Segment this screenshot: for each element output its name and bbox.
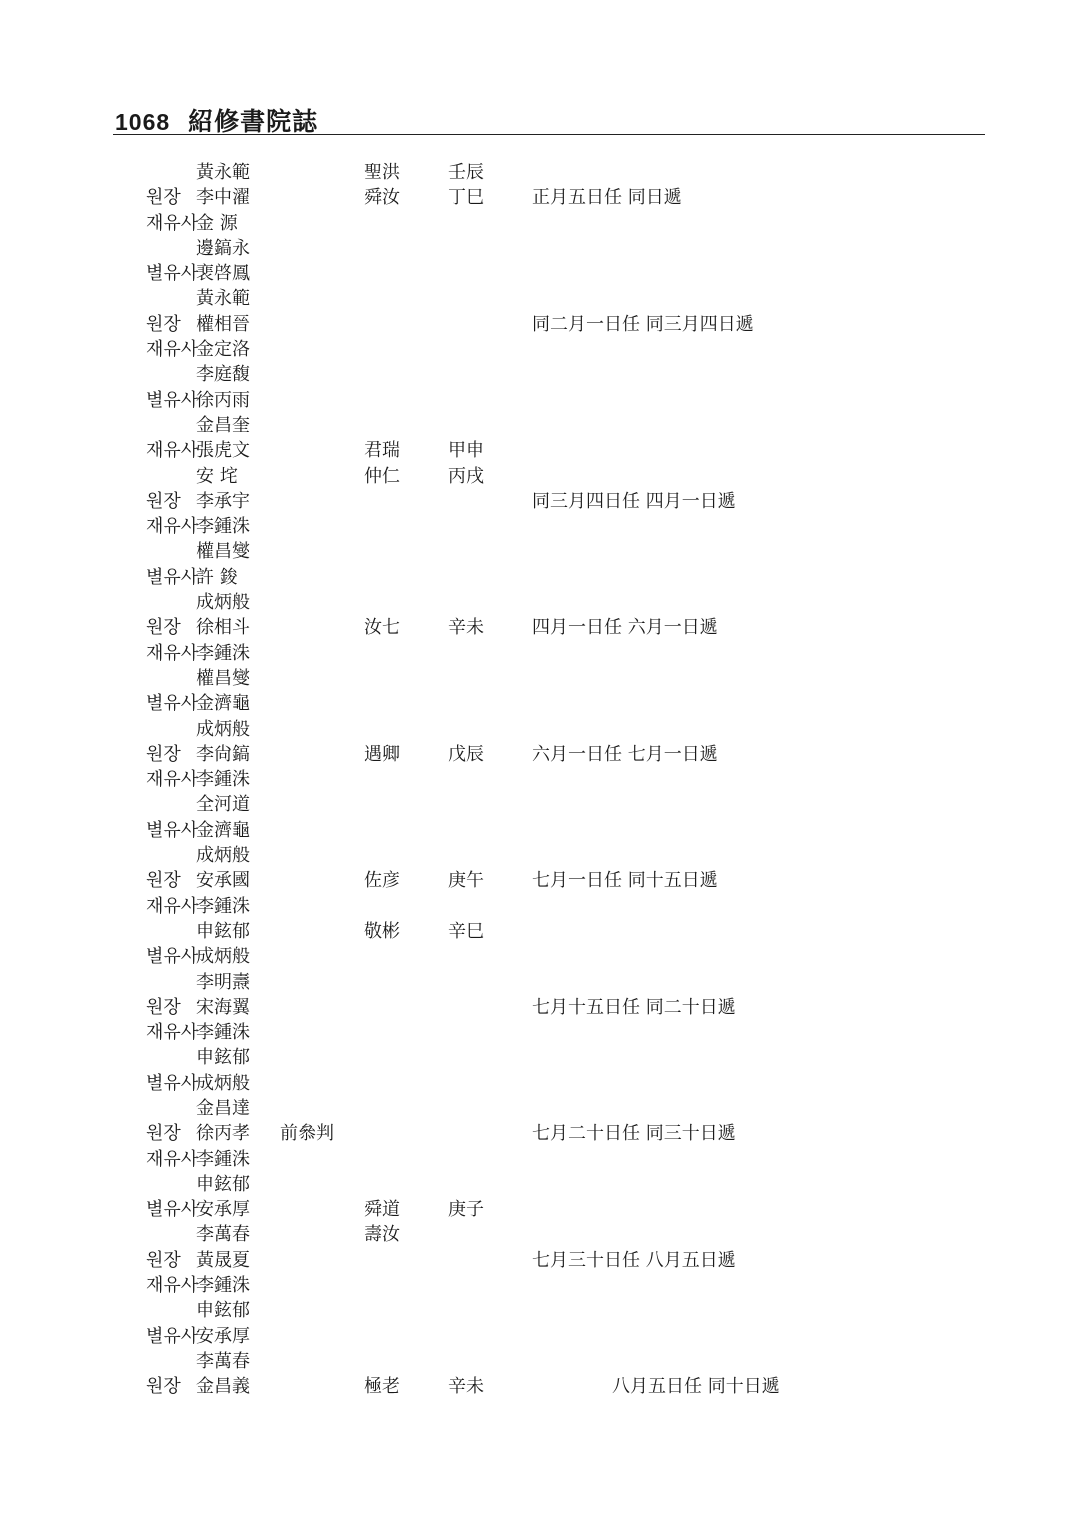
list-row — [0, 1298, 1075, 1323]
list-row — [0, 1349, 1075, 1374]
list-row — [0, 236, 1075, 261]
list-row — [0, 717, 1075, 742]
list-row — [0, 388, 1075, 413]
list-row — [0, 261, 1075, 286]
list-row — [0, 970, 1075, 995]
role-label: 원장 — [146, 870, 181, 892]
list-row — [0, 211, 1075, 236]
list-row — [0, 413, 1075, 438]
list-row — [0, 666, 1075, 691]
role-label: 재유사 — [146, 339, 199, 361]
list-row — [0, 1324, 1075, 1349]
birth-year: 庚午 — [448, 870, 484, 892]
person-name: 金 源 — [196, 212, 238, 234]
term-dates: 七月一日任 同十五日遞 — [532, 870, 718, 892]
birth-year: 甲申 — [448, 440, 484, 462]
person-name: 邊鎬永 — [196, 237, 250, 259]
list-row — [0, 1197, 1075, 1222]
person-name: 成炳般 — [196, 718, 250, 740]
courtesy-name: 聖洪 — [364, 162, 400, 183]
person-name: 安承國 — [196, 870, 250, 892]
person-name: 宋海翼 — [196, 996, 250, 1018]
officer-list — [0, 160, 1075, 1400]
birth-year: 壬辰 — [448, 162, 484, 183]
list-row — [0, 944, 1075, 969]
list-row — [0, 489, 1075, 514]
list-row — [0, 615, 1075, 640]
list-row — [0, 919, 1075, 944]
courtesy-name: 佐彦 — [364, 870, 400, 892]
role-label: 별유사 — [146, 819, 199, 841]
courtesy-name: 壽汝 — [364, 1224, 400, 1246]
list-row — [0, 286, 1075, 311]
role-label: 원장 — [146, 490, 181, 512]
list-row — [0, 1121, 1075, 1146]
person-name: 全河道 — [196, 794, 250, 816]
person-name: 李鍾洙 — [196, 1275, 250, 1297]
list-row — [0, 691, 1075, 716]
person-name: 成炳般 — [196, 845, 250, 867]
birth-year: 丁巳 — [448, 187, 484, 209]
list-row — [0, 894, 1075, 919]
list-row — [0, 818, 1075, 843]
role-label: 원장 — [146, 313, 181, 335]
list-row — [0, 185, 1075, 210]
term-dates: 七月二十日任 同三十日遞 — [532, 1123, 736, 1145]
role-label: 원장 — [146, 743, 181, 765]
term-dates: 正月五日任 同日遞 — [532, 187, 682, 209]
role-label: 재유사 — [146, 1275, 199, 1297]
person-name: 李承宇 — [196, 490, 250, 512]
role-label: 원장 — [146, 1123, 181, 1145]
courtesy-name: 敬彬 — [364, 920, 400, 942]
person-name: 徐丙雨 — [196, 389, 250, 411]
list-row — [0, 1374, 1075, 1399]
person-name: 許 鋑 — [196, 566, 238, 588]
role-label: 원장 — [146, 187, 181, 209]
list-row — [0, 312, 1075, 337]
person-name: 申鉉郁 — [196, 920, 250, 942]
role-label: 재유사 — [146, 1148, 199, 1170]
role-label: 원장 — [146, 996, 181, 1018]
list-row — [0, 868, 1075, 893]
courtesy-name: 舜汝 — [364, 187, 400, 209]
list-row — [0, 160, 1075, 185]
role-label: 별유사 — [146, 946, 199, 968]
person-name: 李尙鎬 — [196, 743, 250, 765]
person-name: 李庭馥 — [196, 364, 250, 386]
list-row — [0, 641, 1075, 666]
role-label: 원장 — [146, 617, 181, 639]
person-name: 黃永範 — [196, 288, 250, 310]
person-name: 申鉉郁 — [196, 1173, 250, 1195]
person-name: 權相晉 — [196, 313, 250, 335]
person-name: 申鉉郁 — [196, 1047, 250, 1069]
person-name: 李明燾 — [196, 971, 250, 993]
person-name: 李鍾洙 — [196, 642, 250, 664]
role-label: 원장 — [146, 1249, 181, 1271]
list-row — [0, 1071, 1075, 1096]
person-name: 李萬春 — [196, 1224, 250, 1246]
term-dates: 七月十五日任 同二十日遞 — [532, 996, 736, 1018]
header-rule — [113, 134, 985, 135]
list-row — [0, 1020, 1075, 1045]
courtesy-name: 舜道 — [364, 1199, 400, 1221]
list-row — [0, 514, 1075, 539]
list-row — [0, 767, 1075, 792]
person-name: 李鍾洙 — [196, 516, 250, 538]
person-name: 黃永範 — [196, 162, 250, 183]
role-label: 별유사 — [146, 389, 199, 411]
person-name: 李鍾洙 — [196, 1148, 250, 1170]
role-label: 별유사 — [146, 263, 199, 285]
list-row — [0, 1147, 1075, 1172]
role-label: 재유사 — [146, 895, 199, 917]
list-row — [0, 1172, 1075, 1197]
role-label: 별유사 — [146, 1325, 199, 1347]
person-name: 裵啓鳳 — [196, 263, 250, 285]
birth-year: 丙戌 — [448, 465, 484, 487]
role-label: 재유사 — [146, 769, 199, 791]
role-label: 재유사 — [146, 516, 199, 538]
person-name: 權昌燮 — [196, 541, 250, 563]
role-label: 별유사 — [146, 1072, 199, 1094]
list-row — [0, 438, 1075, 463]
list-row — [0, 590, 1075, 615]
person-name: 安 垞 — [196, 465, 238, 487]
person-name: 金定洛 — [196, 339, 250, 361]
role-label: 별유사 — [146, 566, 199, 588]
list-row — [0, 464, 1075, 489]
role-label: 원장 — [146, 1376, 181, 1398]
person-name: 成炳般 — [196, 592, 250, 614]
list-row — [0, 362, 1075, 387]
person-name: 李萬春 — [196, 1350, 250, 1372]
courtesy-name: 極老 — [364, 1376, 400, 1398]
person-name: 李鍾洙 — [196, 895, 250, 917]
role-label: 별유사 — [146, 693, 199, 715]
list-row — [0, 539, 1075, 564]
person-name: 徐相斗 — [196, 617, 250, 639]
person-name: 李鍾洙 — [196, 1022, 250, 1044]
person-name: 黃晟夏 — [196, 1249, 250, 1271]
courtesy-name: 仲仁 — [364, 465, 400, 487]
person-name: 安承厚 — [196, 1325, 250, 1347]
person-name: 權昌燮 — [196, 667, 250, 689]
list-row — [0, 742, 1075, 767]
role-label: 재유사 — [146, 440, 199, 462]
person-name: 張虎文 — [196, 440, 250, 462]
courtesy-name: 君瑞 — [364, 440, 400, 462]
person-name: 金昌奎 — [196, 414, 250, 436]
birth-year: 辛未 — [448, 1376, 484, 1398]
person-name: 金昌達 — [196, 1097, 250, 1119]
birth-year: 庚子 — [448, 1199, 484, 1221]
birth-year: 辛未 — [448, 617, 484, 639]
person-name: 成炳般 — [196, 1072, 250, 1094]
list-row — [0, 792, 1075, 817]
person-name: 金濟龜 — [196, 819, 250, 841]
person-name: 金濟龜 — [196, 693, 250, 715]
office-note: 前叅判 — [280, 1123, 334, 1145]
list-row — [0, 1248, 1075, 1273]
list-row — [0, 995, 1075, 1020]
page-header — [115, 102, 318, 138]
term-dates: 四月一日任 六月一日遞 — [532, 617, 718, 639]
book-title: 紹修書院誌 — [188, 107, 319, 136]
list-row — [0, 337, 1075, 362]
list-row — [0, 1045, 1075, 1070]
term-dates: 同二月一日任 同三月四日遞 — [532, 313, 754, 335]
person-name: 成炳般 — [196, 946, 250, 968]
person-name: 安承厚 — [196, 1199, 250, 1221]
term-dates: 同三月四日任 四月一日遞 — [532, 490, 736, 512]
person-name: 李鍾洙 — [196, 769, 250, 791]
term-dates: 七月三十日任 八月五日遞 — [532, 1249, 736, 1271]
role-label: 별유사 — [146, 1199, 199, 1221]
term-dates: 八月五日任 同十日遞 — [612, 1376, 780, 1398]
courtesy-name: 汝七 — [364, 617, 400, 639]
list-row — [0, 843, 1075, 868]
page-number: 1068 — [115, 109, 171, 135]
person-name: 徐丙孝 — [196, 1123, 250, 1145]
list-row — [0, 1273, 1075, 1298]
role-label: 재유사 — [146, 1022, 199, 1044]
person-name: 申鉉郁 — [196, 1300, 250, 1322]
list-row — [0, 1096, 1075, 1121]
courtesy-name: 遇卿 — [364, 743, 400, 765]
term-dates: 六月一日任 七月一日遞 — [532, 743, 718, 765]
person-name: 李中濯 — [196, 187, 250, 209]
person-name: 金昌義 — [196, 1376, 250, 1398]
birth-year: 戊辰 — [448, 743, 484, 765]
role-label: 재유사 — [146, 212, 199, 234]
list-row — [0, 1222, 1075, 1247]
birth-year: 辛巳 — [448, 920, 484, 942]
list-row — [0, 565, 1075, 590]
role-label: 재유사 — [146, 642, 199, 664]
